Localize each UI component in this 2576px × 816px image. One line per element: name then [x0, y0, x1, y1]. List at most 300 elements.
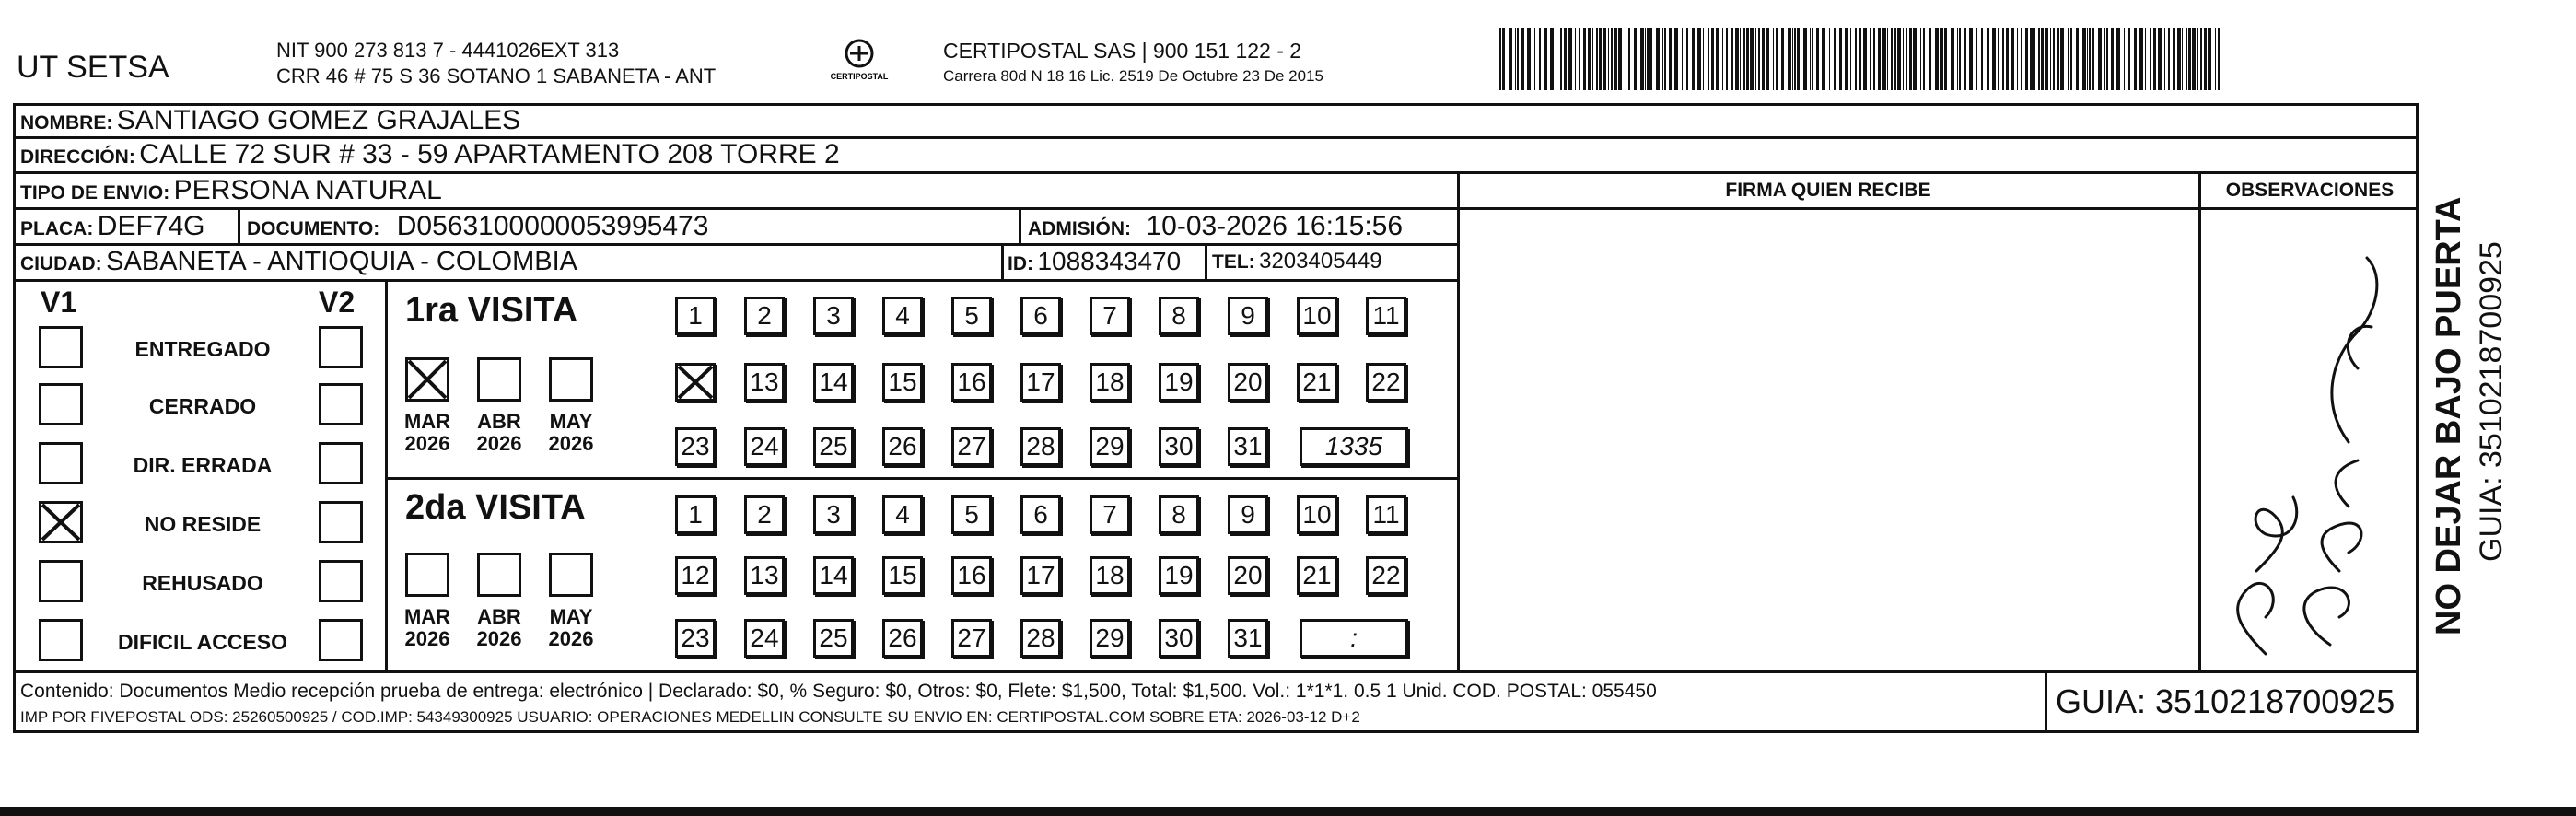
first-month-checkbox-abr[interactable] [477, 357, 521, 402]
tipo-row [20, 177, 442, 204]
month-name: ABR [477, 605, 521, 628]
barcode-bar [1527, 28, 1531, 90]
day-number: 16 [957, 367, 986, 396]
barcode-bar [1708, 28, 1709, 90]
barcode-bar [2060, 28, 2064, 90]
second-day-13[interactable] [744, 556, 785, 595]
first-day-22[interactable] [1366, 363, 1406, 402]
tipo-label: TIPO DE ENVIO: [20, 182, 170, 204]
second-month-checkbox-mar[interactable] [405, 553, 449, 597]
barcode-bar [1649, 28, 1652, 90]
barcode-bar [1762, 28, 1765, 90]
barcode-bar [2134, 28, 2137, 90]
day-number: 16 [957, 561, 986, 589]
check-mark-icon [405, 357, 449, 402]
barcode-bar [1850, 28, 1851, 90]
barcode-bar [1957, 28, 1958, 90]
barcode-bar [1897, 28, 1901, 90]
day-number: 27 [957, 624, 986, 652]
tel-value: 3203405449 [1259, 249, 1382, 274]
bottom-rule [0, 807, 2576, 816]
first-day-27[interactable] [951, 427, 992, 466]
placa-value: DEF74G [97, 211, 205, 241]
barcode-bar [1870, 28, 1871, 90]
barcode-bar [1944, 28, 1947, 90]
barcode-bar [1929, 28, 1931, 90]
barcode-bar [2098, 28, 2102, 90]
day-number: 23 [681, 432, 710, 460]
barcode-bar [1515, 28, 1516, 90]
barcode-bar [2087, 28, 2088, 90]
second-day-6[interactable] [1020, 495, 1061, 534]
first-day-11[interactable] [1366, 297, 1406, 335]
check-mark-icon [675, 363, 716, 402]
first-day-21[interactable] [1297, 363, 1337, 402]
barcode-bar [2139, 28, 2143, 90]
barcode-bar [1906, 28, 1907, 90]
day-number: 30 [1164, 624, 1194, 652]
barcode-bar [1628, 28, 1630, 90]
barcode-bar [1662, 28, 1663, 90]
day-number: 22 [1371, 367, 1401, 396]
barcode-bar [1743, 28, 1745, 90]
second-day-4[interactable] [882, 495, 923, 534]
observaciones-header: OBSERVACIONES [2225, 180, 2395, 201]
second-day-17[interactable] [1020, 556, 1061, 595]
first-day-16[interactable] [951, 363, 992, 402]
barcode-bar [1891, 28, 1893, 90]
barcode-bar [2116, 28, 2120, 90]
barcode-bar [2145, 28, 2146, 90]
first-month-checkbox-mar[interactable] [405, 357, 449, 402]
first-day-4[interactable] [882, 297, 923, 335]
company-nit: NIT 900 273 813 7 - 4441026EXT 313 [276, 39, 620, 62]
second-month-label-abr [460, 606, 538, 650]
barcode-bar [2186, 28, 2187, 90]
barcode-bar [1735, 28, 1739, 90]
day-number: 21 [1302, 367, 1332, 396]
barcode-bar [1539, 28, 1541, 90]
barcode-bar [1740, 28, 1741, 90]
nombre-label: NOMBRE: [20, 112, 113, 134]
day-number: 21 [1302, 561, 1332, 589]
barcode-bar [1674, 28, 1678, 90]
barcode-bar [1711, 28, 1714, 90]
day-number: 19 [1164, 561, 1194, 589]
day-number: 18 [1095, 367, 1125, 396]
barcode-bar [1750, 28, 1754, 90]
day-number: 2 [757, 500, 772, 529]
second-month-checkbox-abr[interactable] [477, 553, 521, 597]
admision-cell [1028, 213, 1403, 240]
day-number: 31 [1233, 624, 1263, 652]
barcode-bar [2082, 28, 2086, 90]
day-number: 26 [888, 432, 917, 460]
barcode-bar [2068, 28, 2069, 90]
id-cell [1008, 249, 1181, 274]
month-year: 2026 [404, 627, 450, 651]
barcode-bar [1959, 28, 1961, 90]
barcode-bar [1940, 28, 1941, 90]
status-label-2: CERRADO [148, 394, 257, 418]
barcode-bar [1550, 28, 1554, 90]
barcode-bar [1766, 28, 1769, 90]
barcode-bar [1909, 28, 1912, 90]
id-value: 1088343470 [1037, 247, 1182, 275]
first-day-3[interactable] [813, 297, 854, 335]
barcode [1498, 28, 2225, 90]
direccion-row [20, 141, 840, 169]
second-day-8[interactable] [1159, 495, 1199, 534]
first-day-18[interactable] [1090, 363, 1130, 402]
day-number: 5 [964, 500, 979, 529]
barcode-bar [2106, 28, 2108, 90]
barcode-bar [1810, 28, 1811, 90]
barcode-bar [2057, 28, 2059, 90]
day-number: 3 [826, 301, 841, 330]
day-number: 14 [819, 367, 848, 396]
barcode-bar [1903, 28, 1904, 90]
first-day-8[interactable] [1159, 297, 1199, 335]
barcode-bar [1803, 28, 1807, 90]
first-day-13[interactable] [744, 363, 785, 402]
nombre-value: SANTIAGO GOMEZ GRAJALES [116, 105, 521, 135]
day-number: 7 [1102, 301, 1117, 330]
day-number: 12 [681, 561, 710, 589]
barcode-bar [2215, 28, 2216, 90]
second-day-11[interactable] [1366, 495, 1406, 534]
day-number: 20 [1233, 367, 1263, 396]
placa-cell [20, 213, 205, 240]
second-day-18[interactable] [1090, 556, 1130, 595]
day-number: 2 [757, 301, 772, 330]
barcode-bar [2038, 28, 2040, 90]
barcode-bar [1923, 28, 1925, 90]
side-guia: GUIA: 3510218700925 [2474, 241, 2509, 562]
first-day-12[interactable] [675, 363, 716, 402]
day-number: 30 [1164, 432, 1194, 460]
barcode-bar [1816, 28, 1819, 90]
barcode-bar [1998, 28, 1999, 90]
barcode-bar [1731, 28, 1733, 90]
barcode-bar [1855, 28, 1857, 90]
barcode-bar [1645, 28, 1646, 90]
first-time-field[interactable]: 1335 [1300, 427, 1408, 466]
day-number: 25 [819, 624, 848, 652]
first-month-label-may [532, 411, 610, 455]
barcode-bar [1509, 28, 1512, 90]
day-number: 13 [750, 561, 779, 589]
barcode-bar [1517, 28, 1519, 90]
barcode-bar [2053, 28, 2055, 90]
second-day-7[interactable] [1090, 495, 1130, 534]
barcode-bar [2041, 28, 2044, 90]
barcode-bar [1716, 28, 1719, 90]
first-day-14[interactable] [813, 363, 854, 402]
footer-guia: GUIA: 3510218700925 [2056, 682, 2395, 720]
barcode-bar [2092, 28, 2094, 90]
day-number: 10 [1302, 301, 1332, 330]
tipo-value: PERSONA NATURAL [173, 175, 442, 205]
day-number: 9 [1241, 301, 1255, 330]
second-day-12[interactable] [675, 556, 716, 595]
status-label-6: DIFICIL ACCESO [117, 630, 287, 654]
day-number: 23 [681, 624, 710, 652]
second-month-label-may [532, 606, 610, 650]
first-day-28[interactable] [1020, 427, 1061, 466]
first-day-10[interactable] [1297, 297, 1337, 335]
second-day-27[interactable] [951, 619, 992, 658]
barcode-bar [1521, 28, 1524, 90]
barcode-bar [1834, 28, 1836, 90]
first-month-label-mar [389, 411, 466, 455]
barcode-bar [1611, 28, 1613, 90]
second-day-15[interactable] [882, 556, 923, 595]
ciudad-row [20, 249, 577, 275]
recipient-signature [2210, 221, 2395, 663]
second-day-2[interactable] [744, 495, 785, 534]
second-day-30[interactable] [1159, 619, 1199, 658]
second-day-19[interactable] [1159, 556, 1199, 595]
svg-text:CERTIPOSTAL: CERTIPOSTAL [830, 72, 889, 81]
first-visit-title: 1ra VISITA [405, 291, 578, 330]
barcode-bar [1656, 28, 1660, 90]
barcode-bar [1583, 28, 1586, 90]
barcode-bar [1618, 28, 1622, 90]
second-day-22[interactable] [1366, 556, 1406, 595]
barcode-bar [1579, 28, 1580, 90]
barcode-bar [1634, 28, 1637, 90]
first-month-checkbox-may[interactable] [549, 357, 593, 402]
first-day-1[interactable] [675, 297, 716, 335]
first-day-31[interactable] [1228, 427, 1268, 466]
barcode-bar [2182, 28, 2183, 90]
id-label: ID: [1008, 253, 1033, 274]
barcode-bar [1697, 28, 1701, 90]
barcode-bar [1647, 28, 1649, 90]
barcode-bar [1788, 28, 1791, 90]
first-day-23[interactable] [675, 427, 716, 466]
barcode-bar [1987, 28, 1989, 90]
barcode-bar [1502, 28, 1505, 90]
barcode-bar [1746, 28, 1749, 90]
barcode-bar [1935, 28, 1939, 90]
day-number: 24 [750, 432, 779, 460]
first-day-17[interactable] [1020, 363, 1061, 402]
barcode-bar [1873, 28, 1875, 90]
tel-cell [1212, 251, 1382, 273]
placa-label: PLACA: [20, 218, 94, 239]
day-number: 25 [819, 432, 848, 460]
direccion-label: DIRECCIÓN: [20, 146, 135, 168]
second-day-10[interactable] [1297, 495, 1337, 534]
barcode-bar [2204, 28, 2207, 90]
first-day-29[interactable] [1090, 427, 1130, 466]
barcode-bar [1544, 28, 1547, 90]
day-number: 28 [1026, 432, 1055, 460]
barcode-bar [1588, 28, 1591, 90]
ciudad-label: CIUDAD: [20, 253, 102, 274]
day-number: 17 [1026, 367, 1055, 396]
second-day-29[interactable] [1090, 619, 1130, 658]
second-day-31[interactable] [1228, 619, 1268, 658]
carrier-name: CERTIPOSTAL SAS | 900 151 122 - 2 [943, 39, 1302, 63]
barcode-bar [1568, 28, 1572, 90]
barcode-bar [1608, 28, 1609, 90]
barcode-bar [2197, 28, 2198, 90]
day-number: 10 [1302, 500, 1332, 529]
barcode-bar [1722, 28, 1723, 90]
documento-value: D0563100000053995473 [396, 211, 709, 241]
day-number: 29 [1095, 432, 1125, 460]
barcode-bar [2164, 28, 2165, 90]
barcode-bar [2153, 28, 2156, 90]
second-month-label-mar [389, 606, 466, 650]
barcode-bar [2168, 28, 2170, 90]
nombre-row [20, 107, 520, 134]
day-number: 1 [688, 500, 703, 529]
second-day-16[interactable] [951, 556, 992, 595]
day-number: 9 [1241, 500, 1255, 529]
day-number: 17 [1026, 561, 1055, 589]
day-number: 4 [895, 500, 910, 529]
day-number: 6 [1033, 301, 1048, 330]
status-label-4: NO RESIDE [144, 512, 262, 536]
second-month-checkbox-may[interactable] [549, 553, 593, 597]
day-number: 5 [964, 301, 979, 330]
barcode-bar [1976, 28, 1977, 90]
month-name: MAY [549, 410, 593, 433]
barcode-bar [1878, 28, 1881, 90]
month-year: 2026 [404, 432, 450, 456]
day-number: 27 [957, 432, 986, 460]
company-name: UT SETSA [17, 50, 169, 85]
first-day-5[interactable] [951, 297, 992, 335]
admision-label: ADMISIÓN: [1028, 218, 1131, 239]
barcode-bar [2089, 28, 2091, 90]
first-day-15[interactable] [882, 363, 923, 402]
barcode-bar [2177, 28, 2181, 90]
second-day-23[interactable] [675, 619, 716, 658]
day-number: 3 [826, 500, 841, 529]
barcode-bar [1560, 28, 1562, 90]
month-name: MAR [403, 605, 451, 628]
barcode-bar [1887, 28, 1888, 90]
day-number: 20 [1233, 561, 1263, 589]
day-number: 13 [750, 367, 779, 396]
second-day-20[interactable] [1228, 556, 1268, 595]
ciudad-value: SABANETA - ANTIOQUIA - COLOMBIA [106, 247, 578, 276]
day-number: 31 [1233, 432, 1263, 460]
second-day-24[interactable] [744, 619, 785, 658]
first-day-7[interactable] [1090, 297, 1130, 335]
barcode-bar [2128, 28, 2130, 90]
barcode-bar [1822, 28, 1825, 90]
barcode-bar [1792, 28, 1793, 90]
barcode-bar [2158, 28, 2162, 90]
barcode-bar [1664, 28, 1666, 90]
second-day-28[interactable] [1020, 619, 1061, 658]
month-name: MAR [403, 410, 451, 433]
first-day-26[interactable] [882, 427, 923, 466]
first-day-20[interactable] [1228, 363, 1268, 402]
first-day-6[interactable] [1020, 297, 1061, 335]
barcode-bar [1755, 28, 1756, 90]
tel-label: TEL: [1212, 251, 1255, 273]
barcode-bar [1499, 28, 1501, 90]
status-label-1: ENTREGADO [134, 337, 271, 361]
barcode-bar [2124, 28, 2125, 90]
first-day-2[interactable] [744, 297, 785, 335]
barcode-bar [2218, 28, 2220, 90]
first-month-label-abr [460, 411, 538, 455]
first-day-9[interactable] [1228, 297, 1268, 335]
barcode-bar [1882, 28, 1886, 90]
second-day-9[interactable] [1228, 495, 1268, 534]
barcode-bar [2045, 28, 2048, 90]
barcode-bar [1981, 28, 1983, 90]
barcode-bar [2188, 28, 2191, 90]
barcode-bar [1829, 28, 1830, 90]
second-day-26[interactable] [882, 619, 923, 658]
barcode-bar [1603, 28, 1606, 90]
month-year: 2026 [548, 627, 594, 651]
day-number: 4 [895, 301, 910, 330]
first-day-24[interactable] [744, 427, 785, 466]
barcode-bar [2076, 28, 2079, 90]
v1-label: V1 [41, 286, 77, 319]
day-number: 7 [1102, 500, 1117, 529]
barcode-bar [1682, 28, 1683, 90]
v2-label: V2 [319, 286, 356, 319]
second-day-1[interactable] [675, 495, 716, 534]
barcode-bar [1941, 28, 1943, 90]
barcode-bar [1812, 28, 1813, 90]
second-day-21[interactable] [1297, 556, 1337, 595]
side-warning: NO DEJAR BAJO PUERTA [2430, 196, 2468, 635]
first-day-19[interactable] [1159, 363, 1199, 402]
day-number: 28 [1026, 624, 1055, 652]
barcode-bar [1692, 28, 1695, 90]
day-number: 11 [1372, 301, 1400, 330]
second-day-25[interactable] [813, 619, 854, 658]
second-day-3[interactable] [813, 495, 854, 534]
barcode-bar [1776, 28, 1778, 90]
barcode-bar [1839, 28, 1842, 90]
barcode-bar [2030, 28, 2034, 90]
first-day-30[interactable] [1159, 427, 1199, 466]
barcode-bar [2006, 28, 2009, 90]
second-day-14[interactable] [813, 556, 854, 595]
day-number: 24 [750, 624, 779, 652]
month-year: 2026 [476, 627, 522, 651]
month-name: ABR [477, 410, 521, 433]
barcode-bar [1614, 28, 1617, 90]
second-day-5[interactable] [951, 495, 992, 534]
barcode-bar [2025, 28, 2028, 90]
barcode-bar [2050, 28, 2051, 90]
first-day-25[interactable] [813, 427, 854, 466]
barcode-bar [1564, 28, 1567, 90]
barcode-bar [2002, 28, 2004, 90]
month-year: 2026 [548, 432, 594, 456]
carrier-license: Carrera 80d N 18 16 Lic. 2519 De Octubre 23 De 2015 [943, 67, 1323, 85]
documento-label: DOCUMENTO: [247, 218, 380, 239]
certipostal-logo [818, 37, 901, 88]
second-time-field[interactable]: : [1300, 619, 1408, 658]
day-number: 26 [888, 624, 917, 652]
barcode-bar [1575, 28, 1576, 90]
